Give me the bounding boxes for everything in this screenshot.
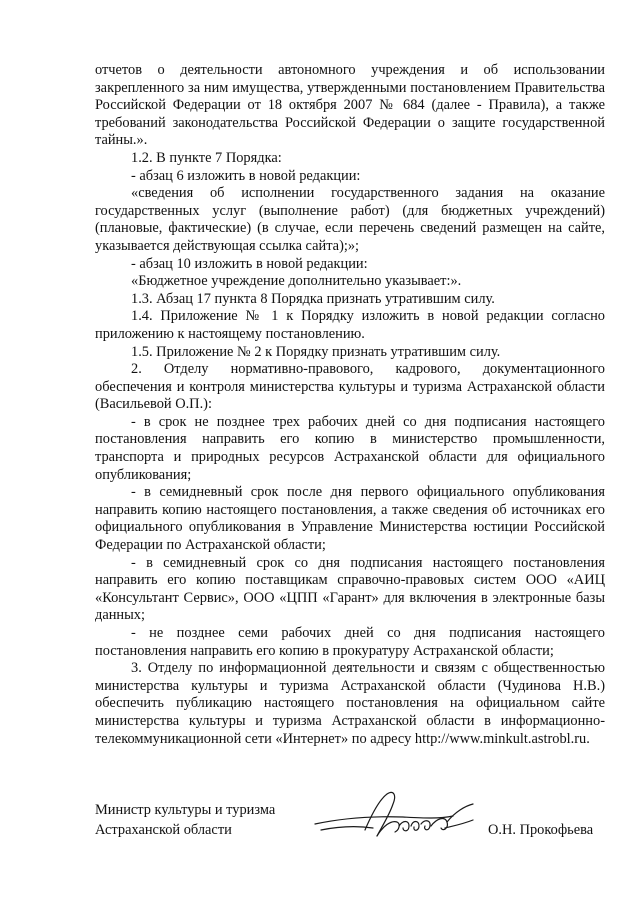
paragraph: 1.3. Абзац 17 пункта 8 Порядка признать утратившим силу. xyxy=(131,290,495,307)
paragraph: - не позднее семи рабочих дней со дня подписания настоящего постановления направить его копию в прокуратуру Астраханской области; xyxy=(95,625,605,659)
paragraph: 3. Отделу по информационной деятельности и связям с общественностью министерства культуры и туризма Астраханской области (Чудинова Н.В.) обеспечить публикацию настоящего постановления на официальном сайте министерства культуры и туризма Астраханской области в информационно-телекоммуникационной сети «Интернет» по адресу http://www.minkult.astrobl.ru. xyxy=(95,660,605,747)
paragraph: 2. Отделу нормативно-правового, кадрового, документационного обеспечения и контроля министерства культуры и туризма Астраханской области (Васильевой О.П.): xyxy=(95,361,605,413)
signature-block xyxy=(95,800,605,860)
paragraph: - в срок не позднее трех рабочих дней со дня подписания настоящего постановления направить его копию в министерство промышленности, транспорта и природных ресурсов Астраханской области для официального опубликования; xyxy=(95,413,605,483)
minister-title xyxy=(95,800,275,840)
paragraph: 1.4. Приложение № 1 к Порядку изложить в новой редакции согласно приложению к настоящему постановлению. xyxy=(95,308,605,342)
paragraph: «Бюджетное учреждение дополнительно указывает:». xyxy=(131,273,462,290)
document-body xyxy=(95,62,605,748)
paragraph: отчетов о деятельности автономного учреждения и об использовании закрепленного за ним имущества, утвержденными постановлением Правительства Российской Федерации от 18 октября 2007 № 684 (далее - Правила), а также требований законодательства Российской Федерации о защите государственной тайны.». xyxy=(95,62,605,149)
signer-name: О.Н. Прокофьева xyxy=(488,822,594,838)
paragraph: «сведения об исполнении государственного задания на оказание государственных услуг (выполнение работ) (для бюджетных учреждений) (плановые, фактические) (в случае, если перечень сведений размещен на сайте, указывается действующая ссылка сайта);»; xyxy=(95,185,605,254)
paragraph: - в семидневный срок со дня подписания настоящего постановления направить его копию поставщикам справочно-правовых систем ООО «АИЦ «Консультант Сервис», ООО «ЦПП «Гарант» для включения в электронные базы данных; xyxy=(95,554,605,624)
paragraph: 1.2. В пункте 7 Порядка: xyxy=(131,149,282,166)
paragraph: - в семидневный срок после дня первого официального опубликования направить копию настоящего постановления, а также сведения об источниках его официального опубликования в Управление Министерства юстиции Российской Федерации по Астраханской области; xyxy=(95,484,605,554)
paragraph: 1.5. Приложение № 2 к Порядку признать утратившим силу. xyxy=(131,343,501,360)
minister-title-line: Астраханской области xyxy=(95,822,232,838)
minister-title-line: Министр культуры и туризма xyxy=(95,802,276,818)
paragraph: - абзац 6 изложить в новой редакции: xyxy=(131,167,361,184)
handwritten-signature xyxy=(313,786,488,856)
paragraph: - абзац 10 изложить в новой редакции: xyxy=(131,255,368,272)
